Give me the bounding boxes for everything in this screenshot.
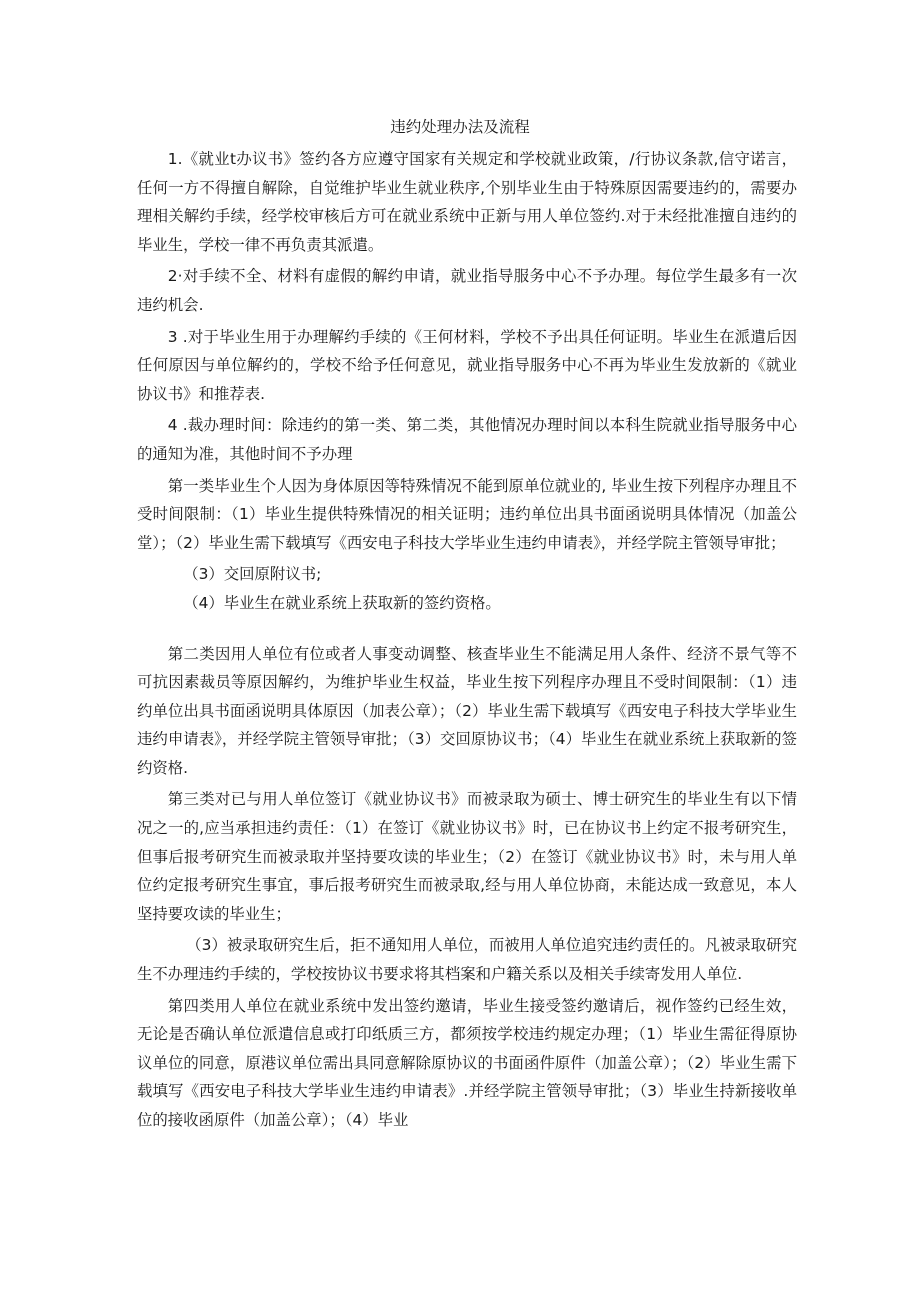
paragraph-3: 3 .对于毕业生用于办理解约手续的《王何材料，学校不予出具任何证明。毕业生在派遣后因任何原因与单位解约的，学校不给予任何意见，就业指导服务中心不再为毕业生发放新的《就业协议书》和推荐表. [137, 327, 797, 403]
paragraph-category-1-step-3: （3）交回原附议书; [183, 565, 322, 584]
paragraph-category-1-step-4: （4）毕业生在就业系统上获取新的签约资格。 [183, 593, 501, 612]
paragraph-category-3-step-3: （3）被录取研究生后，拒不通知用人单位，而被用人单位追究违约责任的。凡被录取研究生不办理违约手续的，学校按协议书要求将其档案和户籍关系以及相关手续寄发用人单位. [137, 936, 797, 984]
document-body [137, 145, 797, 1138]
paragraph-category-4: 第四类用人单位在就业系统中发出签约邀请，毕业生接受签约邀请后，视作签约已经生效，无论是否确认单位派遣信息或打印纸质三方，都须按学校违约规定办理；（1）毕业生需征得原协议单位的同意，原港议单位需出具同意解除原协议的书面函件原件（加盖公章）；（2）毕业生需下载填写《西安电子科技大学毕业生违约申请表》.并经学院主管领导审批；（3）毕业生持新接收单位的接收函原件（加盖公章）；（4）毕业 [137, 996, 797, 1129]
paragraph-4: 4 .裁办理时间：除违约的第一类、第二类，其他情况办理时间以本科生院就业指导服务中心的通知为准，其他时间不予办理 [137, 416, 797, 463]
paragraph-2: 2·对手续不全、材料有虚假的解约申请，就业指导服务中心不予办理。每位学生最多有一次违约机会. [137, 267, 797, 314]
document-title: 违约处理办法及流程 [390, 118, 530, 136]
paragraph-category-2: 第二类因用人单位有位或者人事变动调整、核查毕业生不能满足用人条件、经济不景气等不可抗因素裁员等原因解约，为维护毕业生权益，毕业生按下列程序办理且不受时间限制：（1）违约单位出具书面函说明具体原因（加表公章）；（2）毕业生需下载填写《西安电子科技大学毕业生违约申请表》，并经学院主管领导审批；（3）交回原协议书；（4）毕业生在就业系统上获取新的签约资格. [137, 644, 797, 777]
paragraph-category-3: 第三类对已与用人单位签订《就业协议书》而被录取为硕士、博士研究生的毕业生有以下情况之一的,应当承担违约责任：（1）在签订《就业协议书》时，已在协议书上约定不报考研究生，但事后报考研究生而被录取并坚持要攻读的毕业生；（2）在签订《就业协议书》时，未与用人单位约定报考研究生事宜，事后报考研究生而被录取,经与用人单位协商，未能达成一致意见，本人坚持要攻读的毕业生； [137, 790, 797, 923]
paragraph-category-1: 第一类毕业生个人因为身体原因等特殊情况不能到原单位就业的, 毕业生按下列程序办理且不受时间限制：（1）毕业生提供特殊情况的相关证明；违约单位出具书面函说明具体情况（加盖公堂）；（2）毕业生需下载填写《西安电子科技大学毕业生违约申请表》，并经学院主管领导审批； [137, 476, 797, 552]
paragraph-1: 1.《就业t办议书》签约各方应遵守国家有关规定和学校就业政策，/行协议条款,信守诺言，任何一方不得擅自解除，自觉维护毕业生就业秩序,个别毕业生由于特殊原因需要违约的，需要办理相关解约手续，经学校审核后方可在就业系统中正新与用人单位签约.对于未经批准擅自违约的毕业生，学校一律不再负责其派遣。 [137, 150, 797, 254]
